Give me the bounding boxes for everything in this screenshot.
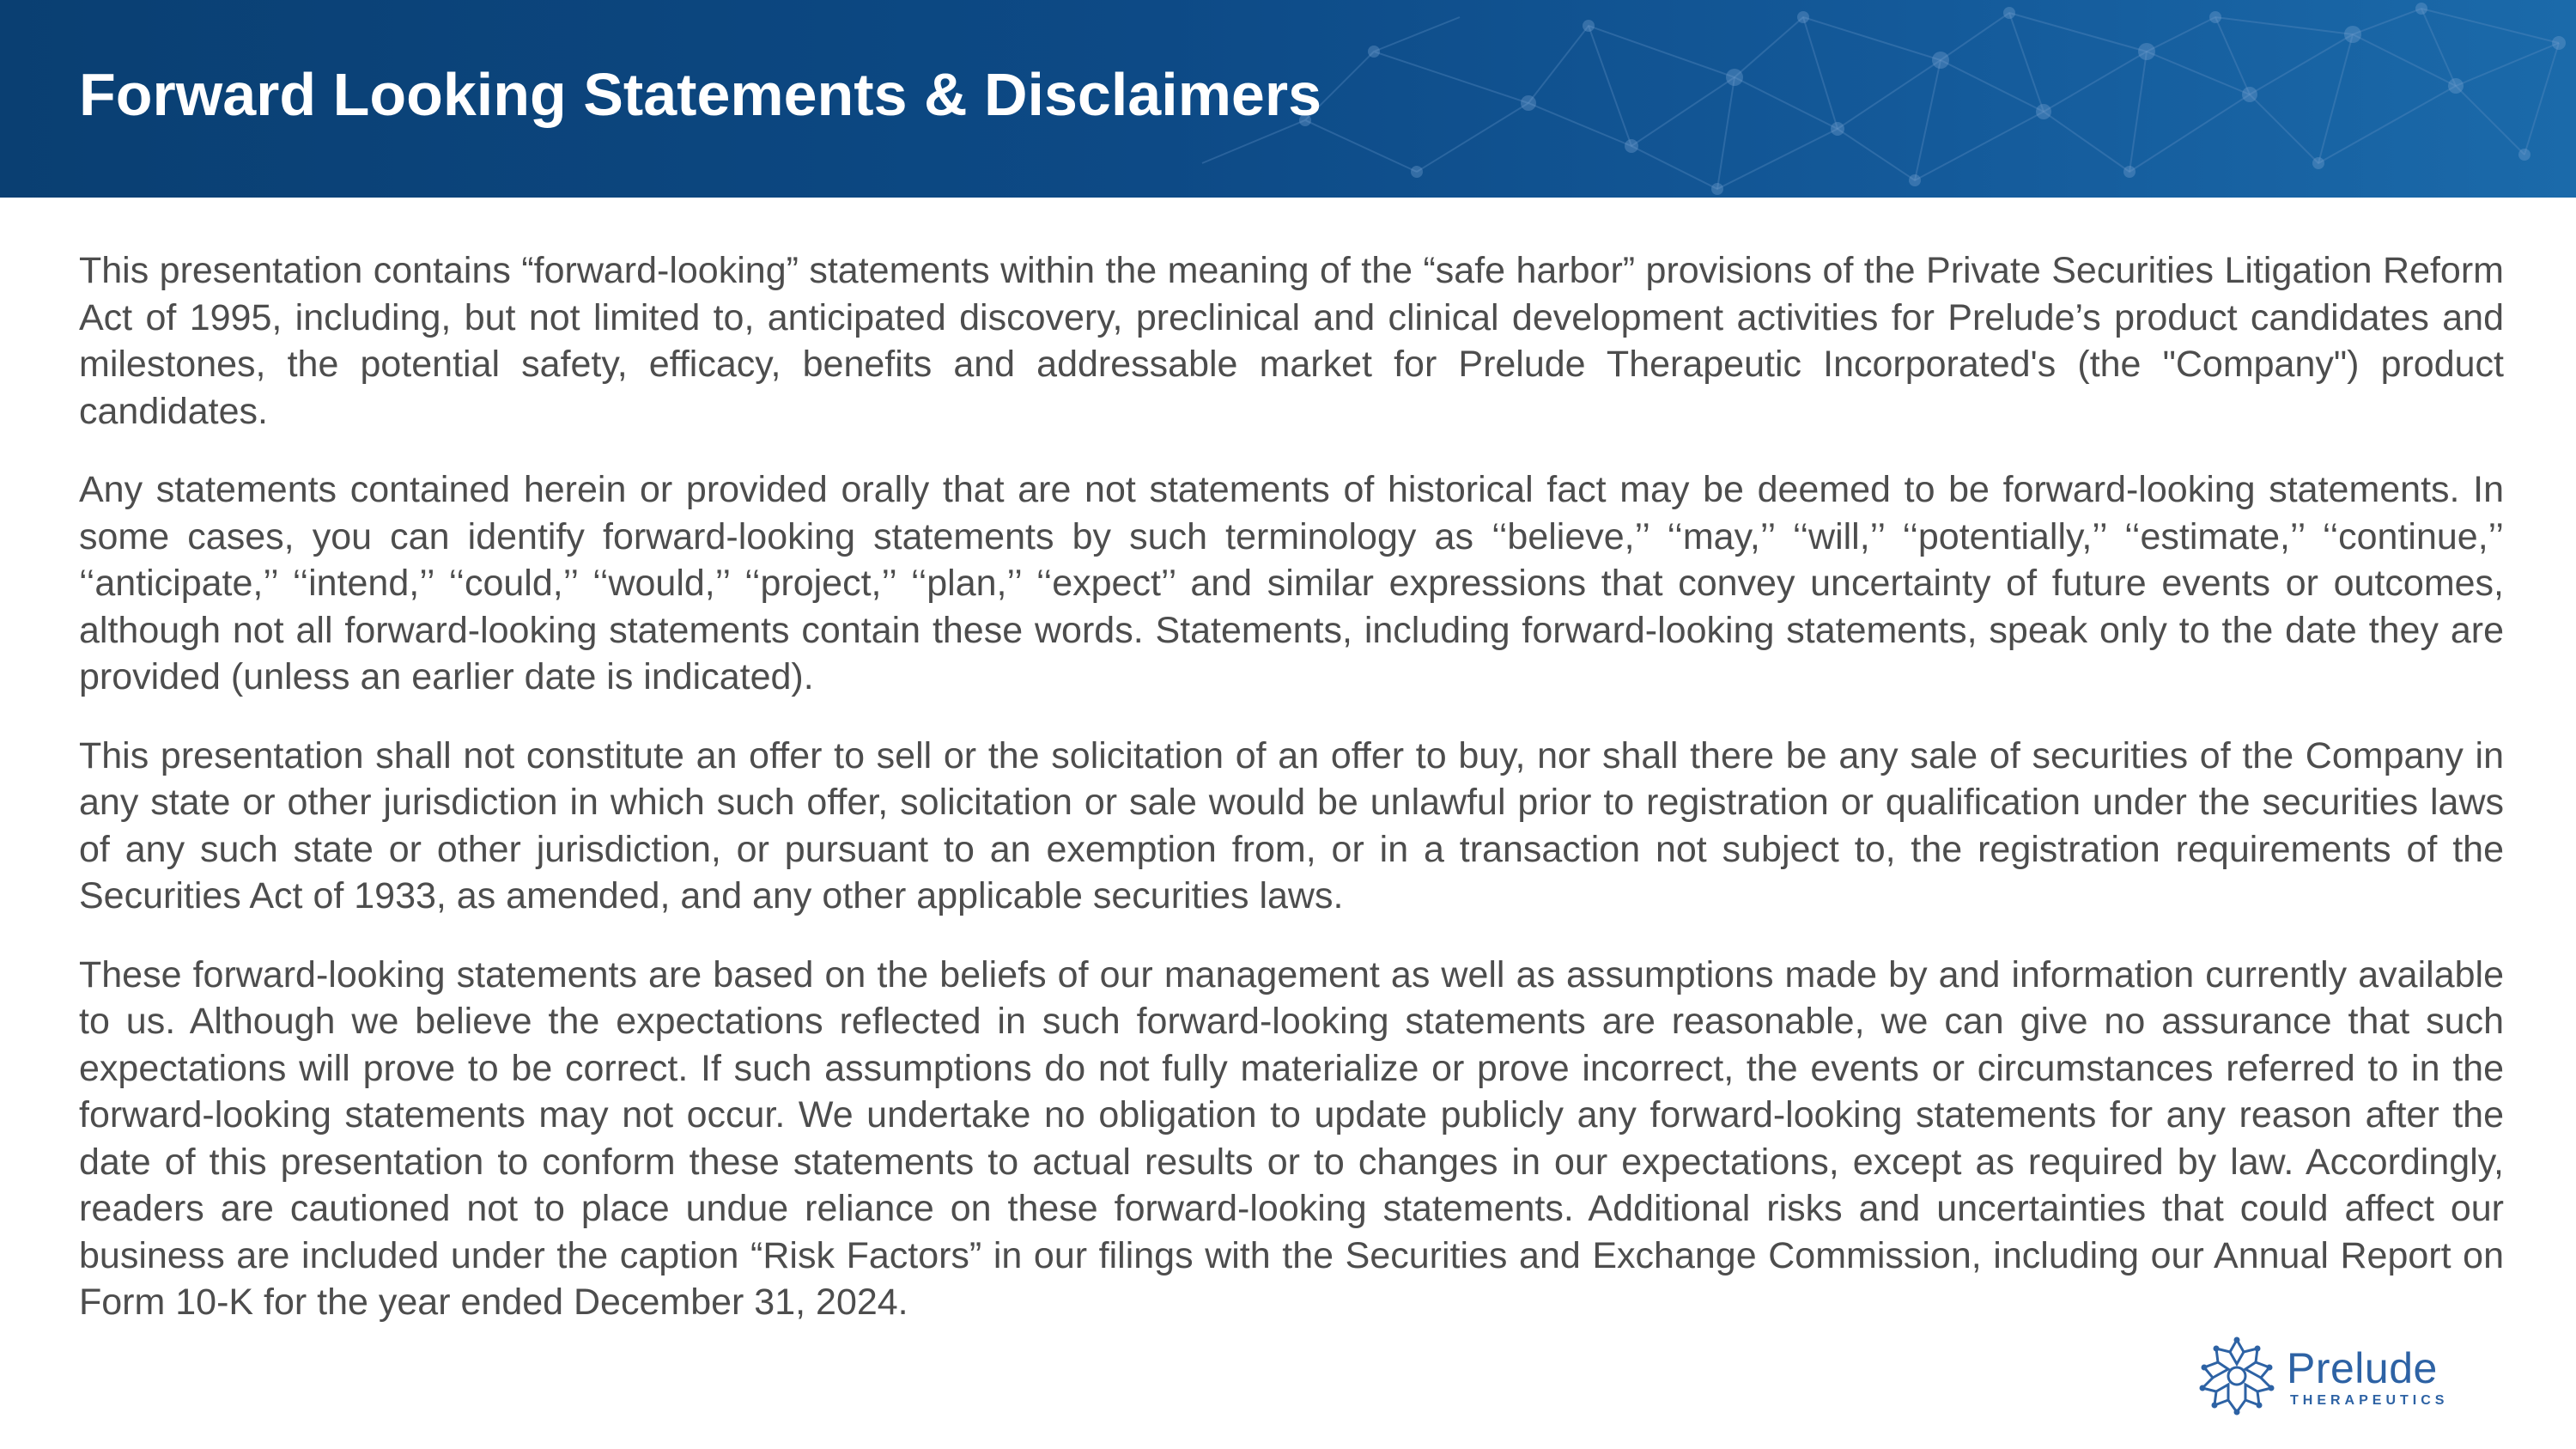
logo-wordmark: Prelude — [2287, 1344, 2438, 1392]
logo-subtitle: THERAPEUTICS — [2290, 1393, 2449, 1408]
disclaimer-paragraph-3: This presentation shall not constitute an offer to sell or the solicitation of an offer to buy, nor shall there be any sale of securities of the Company in any state or other jurisdiction in which such offer, solicitation or sale would be unlawful prior to registration or qualification under the securities laws of any such state or other jurisdiction, or pursuant to an exemption from, or in a transaction not subject to, the registration requirements of the Securities Act of 1933, as amended, and any other applicable securities laws. — [79, 734, 2504, 916]
prelude-molecule-icon — [2194, 1333, 2280, 1419]
disclaimer-paragraph-4: These forward-looking statements are based on the beliefs of our management as well as assumptions made by and information currently available to us. Although we believe the expectations reflected in such forward-looking statements are reasonable, we can give no assurance that such expectations will prove to be correct. If such assumptions do not fully materialize or prove incorrect, the events or circumstances referred to in the forward-looking statements may not occur. We undertake no obligation to update publicly any forward-looking statements for any reason after the date of this presentation to conform these statements to actual results or to changes in our expectations, except as required by law. Accordingly, readers are cautioned not to place undue reliance on these forward-looking statements. Additional risks and uncertainties that could affect our business are included under the caption “Risk Factors” in our filings with the Securities and Exchange Commission, including our Annual Report on Form 10-K for the year ended December 31, 2024. — [79, 953, 2504, 1323]
prelude-logo — [2194, 1333, 2460, 1428]
slide-title: Forward Looking Statements & Disclaimers — [79, 61, 1322, 128]
disclaimer-body — [79, 247, 2504, 1358]
disclaimer-paragraph-1: This presentation contains “forward-looking” statements within the meaning of the “safe harbor” provisions of the Private Securities Litigation Reform Act of 1995, including, but not limited to, anticipated discovery, preclinical and clinical development activities for Prelude’s product candidates and milestones, the potential safety, efficacy, benefits and addressable market for Prelude Therapeutic Incorporated's (the "Company") product candidates. — [79, 250, 2504, 432]
title-banner — [0, 0, 2576, 198]
disclaimer-paragraph-2: Any statements contained herein or provided orally that are not statements of historical fact may be deemed to be forward-looking statements. In some cases, you can identify forward-looking statements by such terminology as ‘‘believe,’’ ‘‘may,’’ ‘‘will,’’ ‘‘potentially,’’ ‘‘estimate,’’ ‘‘continue,’’ ‘‘anticipate,’’ ‘‘intend,’’ ‘‘could,’’ ‘‘would,’’ ‘‘project,’’ ‘‘plan,’’ ‘‘expect’’ and similar expressions that convey uncertainty of future events or outcomes, although not all forward-looking statements contain these words. Statements, including forward-looking statements, speak only to the date they are provided (unless an earlier date is indicated). — [79, 469, 2504, 697]
